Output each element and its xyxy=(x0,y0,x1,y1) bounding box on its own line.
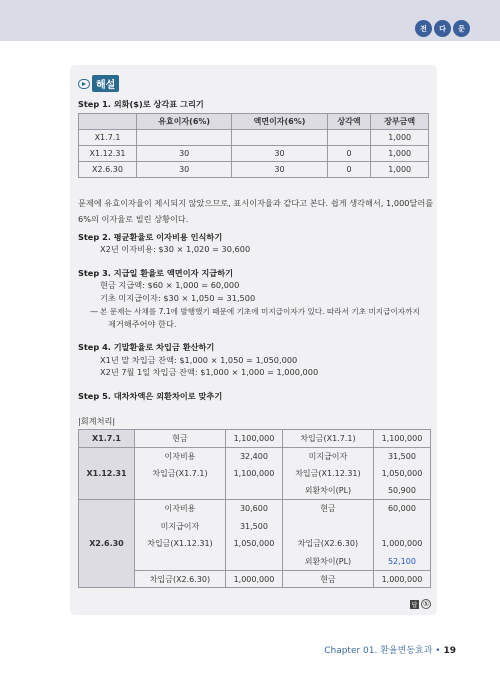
debit-amount: 31,500 xyxy=(225,517,282,535)
credit-amount: 50,900 xyxy=(373,482,430,500)
debit-account: 이자비용 xyxy=(135,447,226,465)
play-icon xyxy=(78,79,90,89)
debit-amount xyxy=(225,482,282,500)
step3-note-dash: — xyxy=(90,306,99,316)
footer-bullet: • xyxy=(435,646,441,656)
table-header-cell xyxy=(79,114,137,130)
table-cell: 30 xyxy=(232,146,327,162)
badge-icon-3: 문 xyxy=(453,20,470,37)
page-number: 19 xyxy=(443,646,456,656)
answer-number: ⑤ xyxy=(422,600,430,608)
credit-account: 외환차이(PL) xyxy=(282,482,373,500)
table-cell: X2.6.30 xyxy=(79,162,137,178)
credit-amount-highlight: 52,100 xyxy=(373,553,430,571)
answer-indicator xyxy=(410,599,431,609)
step4-title: Step 4. 기말환율로 차입금 환산하기 xyxy=(78,342,215,352)
badge-icon-1: 전 xyxy=(415,20,432,37)
chapter-title: Chapter 01. 환율변동효과 xyxy=(324,646,433,656)
table-row xyxy=(79,162,429,178)
credit-account: 외환차이(PL) xyxy=(282,553,373,571)
solution-label-text: 해설 xyxy=(92,75,119,92)
debit-account: 차입금(X1.12.31) xyxy=(135,535,226,553)
debit-account: 차입금(X2.6.30) xyxy=(135,570,226,588)
table-cell: X1.12.31 xyxy=(79,146,137,162)
step3-title: Step 3. 지급일 환율로 액면이자 지급하기 xyxy=(78,268,234,278)
debit-amount xyxy=(225,553,282,571)
table-header-cell: 유효이자(6%) xyxy=(137,114,232,130)
credit-amount: 60,000 xyxy=(373,500,430,518)
table-cell xyxy=(137,130,232,146)
debit-amount: 1,050,000 xyxy=(225,535,282,553)
credit-account: 현금 xyxy=(282,500,373,518)
table-header-cell: 액면이자(6%) xyxy=(232,114,327,130)
table-row xyxy=(79,447,431,465)
credit-amount: 1,050,000 xyxy=(373,465,430,483)
credit-amount xyxy=(373,517,430,535)
table-row xyxy=(79,146,429,162)
period-cell: X2.6.30 xyxy=(79,500,135,588)
step4-line: X2년 7월 1일 차입금 잔액: $1,000 × 1,000 = 1,000,000 xyxy=(100,367,319,377)
period-cell: X1.12.31 xyxy=(79,447,135,500)
table-cell: 0 xyxy=(327,146,371,162)
step3-line: 현금 지급액: $60 × 1,000 = 60,000 xyxy=(100,280,240,290)
credit-account xyxy=(282,517,373,535)
step2-line: X2년 이자비용: $30 × 1,020 = 30,600 xyxy=(100,244,251,254)
step3-line: 기초 미지급이자: $30 × 1,050 = 31,500 xyxy=(100,293,256,303)
credit-account: 차입금(X2.6.30) xyxy=(282,535,373,553)
journal-table xyxy=(78,429,431,588)
debit-amount: 32,400 xyxy=(225,447,282,465)
top-banner xyxy=(0,0,500,41)
debit-amount: 1,100,000 xyxy=(225,465,282,483)
badge-icon-2: 다 xyxy=(434,20,451,37)
table-cell: 1,000 xyxy=(371,146,429,162)
credit-amount: 1,000,000 xyxy=(373,535,430,553)
table-header-row xyxy=(79,114,429,130)
debit-account: 현금 xyxy=(135,430,226,448)
debit-amount: 30,600 xyxy=(225,500,282,518)
credit-account: 미지급이자 xyxy=(282,447,373,465)
answer-label-icon: 답 xyxy=(411,601,418,609)
table-cell: 1,000 xyxy=(371,130,429,146)
credit-account: 현금 xyxy=(282,570,373,588)
solution-card xyxy=(70,65,437,615)
table-cell: 30 xyxy=(232,162,327,178)
debit-account xyxy=(135,482,226,500)
table-cell xyxy=(327,130,371,146)
top-icon-group xyxy=(415,20,470,37)
table-row xyxy=(79,500,431,518)
step5-title: Step 5. 대차차액은 외환차이로 맞추기 xyxy=(78,391,223,401)
debit-account: 이자비용 xyxy=(135,500,226,518)
debit-amount: 1,100,000 xyxy=(225,430,282,448)
table-header-cell: 장부금액 xyxy=(371,114,429,130)
step4-line: X1년 말 차입금 잔액: $1,000 × 1,050 = 1,050,000 xyxy=(100,355,298,365)
step3-note: 본 문제는 사채를 7.1에 발행했기 때문에 기초에 미지급이자가 있다. 따라서 기초 미지급이자까지 xyxy=(100,307,420,316)
table-cell: 1,000 xyxy=(371,162,429,178)
table-row xyxy=(79,430,431,448)
debit-amount: 1,000,000 xyxy=(225,570,282,588)
table-header-cell: 상각액 xyxy=(327,114,371,130)
debit-account: 차입금(X1.7.1) xyxy=(135,465,226,483)
solution-label xyxy=(78,75,119,92)
table-row xyxy=(79,130,429,146)
table-cell: 0 xyxy=(327,162,371,178)
table-cell: 30 xyxy=(137,146,232,162)
credit-amount: 31,500 xyxy=(373,447,430,465)
credit-account: 차입금(X1.7.1) xyxy=(282,430,373,448)
table-cell xyxy=(232,130,327,146)
explanation-paragraph: 문제에 유효이자율이 제시되지 않았으므로, 표시이자율과 같다고 본다. 쉽게 생각해서, 1,000달러를 6%의 이자율로 빌린 상황이다. xyxy=(78,198,434,224)
step3-note-cont: 제거해주어야 한다. xyxy=(108,319,177,329)
table-cell: 30 xyxy=(137,162,232,178)
debit-account xyxy=(135,553,226,571)
period-cell: X1.7.1 xyxy=(79,430,135,448)
journal-title: |회계처리| xyxy=(78,416,116,426)
table-cell: X1.7.1 xyxy=(79,130,137,146)
credit-account: 차입금(X1.12.31) xyxy=(282,465,373,483)
page-footer xyxy=(324,643,456,656)
debit-account: 미지급이자 xyxy=(135,517,226,535)
credit-amount: 1,100,000 xyxy=(373,430,430,448)
step2-title: Step 2. 평균환율로 이자비용 인식하기 xyxy=(78,232,223,242)
step1-title: Step 1. 외화($)로 상각표 그리기 xyxy=(78,99,204,109)
amortization-table xyxy=(78,113,429,178)
credit-amount: 1,000,000 xyxy=(373,570,430,588)
